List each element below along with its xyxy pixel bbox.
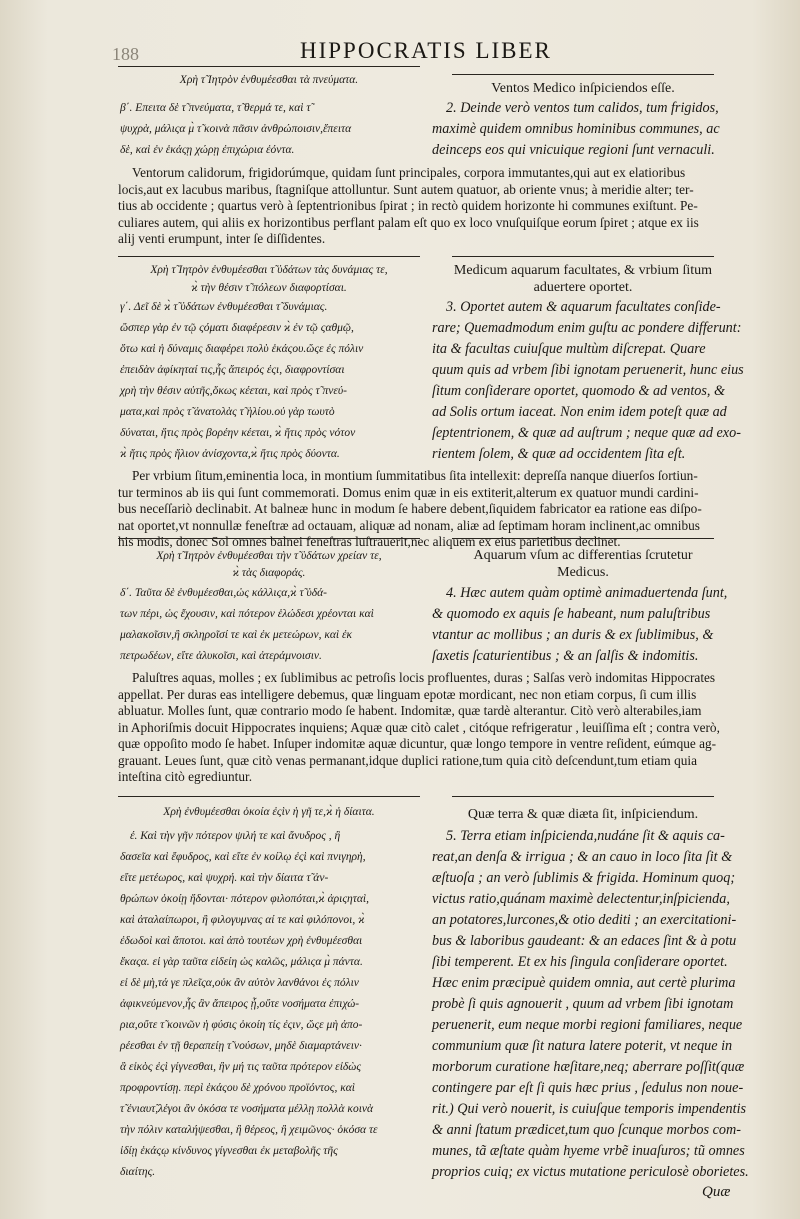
commentary-line: his modis, donec Sol omnes balnei feneſtras luſtrauerit,nec aliquem ex eius parietibus declinet. [118,534,621,549]
latin-text-line: ita & facultas cuiuſque multùm diſcrepat. Quare [432,341,706,357]
greek-heading: ϰ̀ τὰς διαφοράς. [232,567,306,579]
latin-heading: Ventos Medico inſpiciendos eſſe. [491,81,675,96]
running-title: HIPPOCRATIS LIBER [300,38,552,63]
latin-text-line: Hæc enim præcipuè quidem omnia, aut certè plurima [432,975,736,991]
commentary-line: nat oportet,vt nonnullæ feneſtræ ad octauam, aliquæ ad nonam, aliæ ad ſeptimam horam inclinent,ac omnibus [118,518,700,533]
commentary-line: locis,aut ex lacubus maribus, ſtagniſque attolluntur. Sunt autem quatuor, ab oriente vnus; à meridie alter; ter- [118,182,694,197]
latin-heading: Aquarum vſum ac differentias ſcrutetur [473,548,693,563]
latin-text-line: bus & laboribus gaudeant: & an edaces ſint & à potu [432,933,737,949]
greek-text-line: δ΄. Ταῦτα δὲ ἐνθυμέεσθαι,ὡς κάλλιςα,ϰ̀ τ̃ ὑδά- [120,587,327,599]
latin-text-line: 4. Hæc autem quàm optimè animaduertenda ſunt, [446,585,728,601]
greek-text-line: β΄. Επειτα δὲ τ̃ πνεύματα, τ̃ θερμά τε, καὶ τ̃ [120,102,311,114]
commentary-line: in Aphoriſmis docuit Hippocrates inquiens; Aquæ quæ citò calet , citóque refrigeratur , leuiſſima eſt ; contra verò, [118,720,720,735]
heading-rule-left [118,796,420,797]
greek-text-line: δὲ, καὶ ἐν ἑκάςῃ χώρῃ ἐπιχώρια ἐόντα. [120,144,295,156]
latin-text-line: proprios cuiq; ex victus mutatione periculosè oborietes. [432,1164,749,1180]
greek-text-line: ὅτω καὶ ἡ δύναμις διαφέρει πολὺ ἑκάςου.ὥςε ἐς πόλιν [120,343,364,355]
heading-rule-left [118,66,420,67]
commentary-line: bus neceſſariò declinabit. At balneæ hunc in modum ſe habere debent,ſiquidem fabricator ea ratione eas diſpo- [118,501,702,516]
heading-rule-right [452,538,714,539]
latin-text-line: rientem ſolem, & quæ ad occidentem ſita eſt. [432,446,686,462]
latin-text-line: reat,an denſa & irrigua ; & an cauo in loco ſita ſit & [432,849,733,865]
greek-heading: Χρὴ τ̃ Ιητρὸν ἐνθυμέεσθαι τὴν τ̃ ὑδάτων χρείαν τε, [156,550,382,562]
latin-text-line: rare; Quemadmodum enim guſtu ac pondere differunt: [432,320,742,336]
latin-text-line: an potatores,lurcones,& otio dediti ; an exercitationi- [432,912,737,928]
commentary-line: quæ oppoſito modo ſe habet. Inſuper indomitæ aquæ dicuntur, quæ longo tempore in ventre reſident, eúmque ag- [118,736,717,751]
latin-text-line: ſibi temperent. Et ex his ſingula conſiderare oportet. [432,954,728,970]
commentary-line: abluatur. Molles ſunt, quæ contrario modo ſe habent. Indomitæ, quæ tardè alterantur. Citò verò alterabiles,iam [118,703,702,718]
heading-rule-right [452,256,714,257]
page-number: 188 [112,44,139,64]
greek-text-line: καὶ ἀταλαίπωροι, ἢ φιλογυμνας αί τε καὶ φιλόπονοι, ϰ̀ [120,914,365,926]
latin-text-line: ad Solis ortum iaceat. Non enim idem poteſt quæ ad [432,404,727,420]
greek-text-line: ἰδίῃ ἑκάςῳ κίνδυνος γίγνεσθαι ἐκ μεταβολῆς τῆς [120,1145,338,1157]
commentary-line: alij venti erumpunt, inter ſe diſſidentes. [118,231,326,246]
commentary-line: inteſtina citò egrediuntur. [118,769,253,784]
latin-text-line: & quomodo ex aquis ſe habeant, num paluſtribus [432,606,711,622]
greek-text-line: ἕκαςα. εἰ γὰρ ταῦτα εἰδείη ὡς καλῶς, μάλιςα μ̀ πάντα. [120,956,363,968]
latin-text-line: 5. Terra etiam inſpicienda,nudáne ſit & aquis ca- [446,828,725,844]
greek-text-line: τὴν πόλιν καταλήψεσθαι, ἢ θέρεος, ἢ χειμῶνος· ὁκόσα τε [120,1124,378,1136]
latin-heading: Medicus. [557,565,609,580]
greek-heading: Χρὴ ἐνθυμέεσθαι ὁκοία ἐςὶν ἡ γῆ τε,ϰ̀ ἡ δίαιτα. [163,806,375,818]
latin-text-line: æſtuoſa ; an verò ſublimis & frigida. Hominum quoq; [432,870,736,886]
greek-text-line: ἐπειδὰν ἀφίκηταί τις,ἧς ἄπειρός ἐςι, διαφροντίσαι [120,364,345,376]
greek-text-line: διαίτης. [120,1166,156,1178]
greek-text-line: δασεῖα καὶ ἔφυδρος, καὶ εἴτε ἐν κοίλῳ ἐςὶ καὶ πνιγηρὴ, [120,851,366,863]
heading-rule-left [118,256,420,257]
greek-text-line: γ΄. Δεῖ δὲ ϰ̀ τ̃ ὑδάτων ἐνθυμέεσθαι τ̃ δυνάμιας. [120,301,328,313]
greek-text-line: δύναται, ἥτις πρὸς βορέην κέεται, ϰ̀ ἥτις πρὸς νότον [120,427,356,439]
latin-text-line: morborum curatione hæſitare,neq; aberrare poſſit(quæ [432,1059,745,1075]
greek-text-line: προφροντίσῃ. περὶ ἑκάςου δὲ χρόνου προϊόντος, καὶ [120,1082,355,1094]
commentary-line: tur terminos ab iis qui ſunt commemorati. Domus enim quæ in eis extiterit,alterum ex quatuor mundi cardini- [118,485,699,500]
greek-text-line: ὥσπερ γὰρ ἐν τῷ ςόματι διαφέρεσιν ϰ̀ ἐν τῷ ςαθμῷ, [120,322,354,334]
latin-text-line: communium quæ ſit natura latere poterit, vt neque in [432,1038,733,1054]
commentary-line: Ventorum calidorum, frigidorúmque, quidam ſunt principales, corpora immutantes,qui aut ex elatioribus [132,165,686,180]
commentary-line: culiares autem, qui aliis ex horizontibus perflant palam eſt quo ex loco vnuſquiſque eorum ſpiret ; atque ex iis [118,215,699,230]
latin-text-line: probè ſi quis agnouerit , quum ad vrbem ſibi ignotam [432,996,734,1012]
greek-text-line: ἃ εἰκὸς ἐςὶ γίγνεσθαι, ἢν μή τις ταῦτα πρότερον εἰδὼς [120,1061,362,1073]
greek-heading: Χρὴ τ̃ Ιητρὸν ἐνθυμέεσθαι τὰ πνεύματα. [179,74,359,86]
greek-text-line: ματα,καὶ πρὸς τ̃ ἀνατολὰς τ̃ ἡλίου.οὐ γὰρ τωυτὸ [120,406,335,418]
latin-text-line: munes, tã æſtate quàm hyeme vrbẽ inuaſuros; tũ omnes [432,1143,745,1159]
latin-heading: Quæ terra & quæ diæta ſit, inſpiciendum. [467,807,699,822]
greek-text-line: ἀφικνεύμενον,ἧς ἂν ἄπειρος ᾖ,οὔτε νοσήματα ἐπιχώ- [120,998,360,1010]
latin-text-line: & anni ſtatum prædicet,tum quo ſcunque morbos com- [432,1122,741,1138]
latin-text-line: vtantur ac mollibus ; an duris & ex ſublimibus, & [432,627,714,643]
latin-text-line: ſeptentrionem, & quæ ad auſtrum ; neque quæ ad exo- [432,425,741,441]
commentary-line: Paluſtres aquas, molles ; ex ſublimibus ac petroſis locis profluentes, duras ; Salſas verò indomitas Hippocrates [132,670,716,685]
greek-text-line: ἐδωδοὶ καὶ ἄποτοι. καὶ ἀπὸ τουτέων χρὴ ἐνθυμέεσθαι [120,935,363,947]
greek-text-line: χρὴ τὴν θέσιν αὐτῆς,ὅκως κέεται, καὶ πρὸς τ̃ πνεύ- [120,385,347,397]
latin-text-line: maximè quidem omnibus hominibus communes, ac [432,121,720,137]
heading-rule-right [452,796,714,797]
greek-text-line: ψυχρὰ, μάλιςα μ̀ τ̃ κοινὰ πᾶσιν ἀνθρώποισιν,ἔπειτα [120,123,352,135]
latin-text-line: 2. Deinde verò ventos tum calidos, tum frigidos, [446,100,719,116]
latin-text-line: peruenerit, eum neque morbi regioni familiares, neque [432,1017,743,1033]
latin-text-line: deinceps eos qui vnicuique regioni ſunt vernaculi. [432,142,715,158]
commentary-line: Per vrbium ſitum,eminentia loca, in montium ſummitatibus ſita intellexit: depreſſa nanque diuerſos ſortiun- [132,468,698,483]
latin-text-line: ſaxetis ſcaturientibus ; & an ſalſis & indomitis. [432,648,699,664]
heading-rule-left [118,538,420,539]
greek-text-line: ϰ̀ ἥτις πρὸς ἥλιον ἀνίσχοντα,ϰ̀ ἥτις πρὸς δύοντα. [120,448,340,460]
greek-heading: ϰ̀ τὴν θέσιν τ̃ πόλεων διαφορτίσαι. [191,282,347,294]
greek-text-line: θρώπων ὁκοίῃ ἥδονται· πότερον φιλοπόται,ϰ̀ ἀριςηταὶ, [120,893,369,905]
commentary-line: appellat. Per duras eas intelligere debemus, quæ linguam epotæ mordicant, nec non etiam corpus, ſi cum illis [118,687,697,702]
latin-heading: Medicum aquarum facultates, & vrbium ſitum [453,263,713,278]
greek-text-line: ρέεσθαι ἐν τῇ θεραπείῃ τ̃ νούσων, μηδὲ διαμαρτάνειν· [120,1040,362,1052]
greek-text-line: τ̃ ἐνιαυτ̃,λέγοι ἂν ὁκόσα τε νοσήματα μέλλῃ πολλὰ κοινὰ [120,1103,374,1115]
catchword: Quæ [702,1184,731,1200]
latin-text-line: 3. Oportet autem & aquarum facultates conſide- [446,299,721,315]
latin-text-line: quum quis ad vrbem ſibi ignotam peruenerit, hunc eius [432,362,744,378]
latin-text-line: rit.) Qui verò nouerit, is cuiuſque temporis impendentis [432,1101,747,1117]
greek-text-line: έ. Καὶ τὴν γῆν πότερον ψιλή τε καὶ ἄνυδρος , ἢ [130,830,341,842]
latin-text-line: contingere par eſt ſi quis hæc prius , ſedulus non noue- [432,1080,744,1096]
latin-text-line: victus ratio,quánam maximè delectentur,inſpicienda, [432,891,730,907]
heading-rule-right [452,74,714,75]
greek-text-line: μαλακοῖσιν,ἢ σκληροῖσί τε καὶ ἐκ μετεώρων, καὶ ἐκ [120,629,353,641]
greek-text-line: πετρωδέων, εἴτε ἁλυκοῖσι, καὶ ἀτεράμνοισιν. [120,650,322,662]
greek-heading: Χρὴ τ̃ Ιητρὸν ἐνθυμέεσθαι τ̃ ὑδάτων τὰς δυνάμιας τε, [150,264,388,276]
commentary-line: grauant. Leues ſunt, quæ citò venas permanant,idque duplici ratione,tum quia citò deſcendunt,tum etiam quia [118,753,697,768]
commentary-line: tius ab occidente ; quartus verò à ſeptentrionibus ſpirat ; in rectò quidem horizonte hi communes exiſtunt. Pe- [118,198,698,213]
latin-heading: aduertere oportet. [533,280,633,295]
greek-text-line: ρια,οὔτε τ̃ κοινῶν ἡ φύσις ὁκοίη τίς ἐςιν, ὥςε μὴ ἀπο- [120,1019,363,1031]
greek-text-line: εἰ δὲ μὴ,τά γε πλεῖςα,οὐκ ἂν αὐτὸν λανθάνοι ἐς πόλιν [120,977,359,989]
greek-text-line: των πέρι, ὡς ἔχουσιν, καὶ πότερον ἑλώδεσι χρέονται καὶ [120,608,374,620]
greek-text-line: εἴτε μετέωρος, καὶ ψυχρή. καὶ τὴν δίαιτα τ̃ ἀν- [120,872,329,884]
latin-text-line: ſitum conſiderare oportet, quomodo & ad ventos, & [432,383,726,399]
